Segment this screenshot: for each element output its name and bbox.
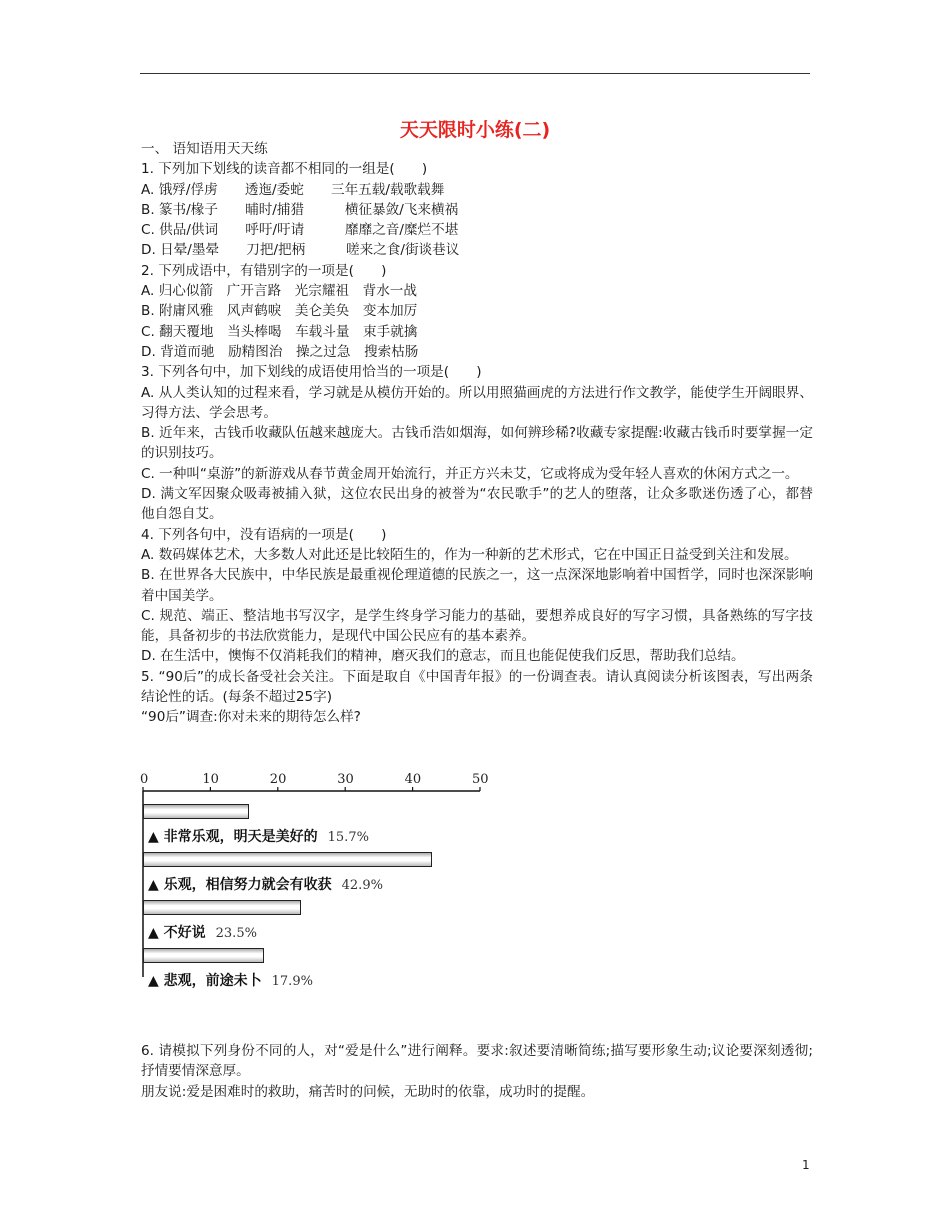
- category-text: ▲ 非常乐观，明天是美好的: [148, 829, 318, 845]
- question-3-option-c: C. 一种叫“桌游”的新游戏从春节黄金周开始流行，并正方兴未艾，它或将成为受年轻人喜欢的休闲方式之一。: [141, 465, 799, 482]
- question-4-option-b: B. 在世界各大民族中，中华民族是最重视伦理道德的民族之一，这一点深深地影响着中国哲学，同时也深深影响着中国美学。: [141, 567, 813, 604]
- bar: [143, 804, 249, 819]
- bar-category-label: [148, 826, 369, 846]
- x-tick-label: 20: [269, 772, 287, 787]
- question-2-option-c: C. 翻天覆地 当头棒喝 车载斗量 束手就擒: [141, 323, 418, 340]
- header-rule: [140, 73, 810, 74]
- question-1-option-a: A. 饿殍/俘虏 透迤/委蛇 三年五载/载歌载舞: [141, 181, 445, 198]
- question-3-option-d: D. 满文军因聚众吸毒被捕入狱，这位农民出身的被誉为“农民歌手”的艺人的堕落，让众多歌迷伤透了心，都替他自怨自艾。: [141, 486, 813, 523]
- category-text: ▲ 悲观，前途未卜: [148, 973, 262, 989]
- bar: [143, 900, 301, 915]
- question-4-option-c: C. 规范、端正、整洁地书写汉字，是学生终身学习能力的基础，要想养成良好的写字习惯，具备熟练的写字技能，具备初步的书法欣赏能力，是现代中国公民应有的基本素养。: [141, 607, 813, 645]
- x-tick-label: 30: [337, 772, 354, 787]
- question-3-stem: 3. 下列各句中，加下划线的成语使用恰当的一项是( ): [141, 364, 482, 381]
- question-4-option-d: D. 在生活中，懊悔不仅消耗我们的精神，磨灭我们的意志，而且也能促使我们反思，帮助我们总结。: [141, 648, 745, 665]
- bar-value-label: 42.9%: [341, 878, 383, 893]
- x-tick-label: 10: [202, 772, 219, 787]
- bar-value-label: 23.5%: [215, 926, 257, 941]
- question-1-option-b: B. 篆书/椽子 晡时/捕猎 横征暴敛/飞来横祸: [141, 201, 459, 218]
- chart-title: “90后”调查:你对未来的期待怎么样?: [141, 709, 361, 726]
- question-3-option-b: B. 近年来，古钱币收藏队伍越来越庞大。古钱币浩如烟海，如何辨珍稀?收藏专家提醒:收藏古钱币时要掌握一定的识别技巧。: [141, 425, 813, 462]
- category-text: ▲ 不好说: [148, 925, 206, 941]
- question-4-stem: 4. 下列各句中，没有语病的一项是( ): [141, 526, 387, 543]
- x-tick-label: 0: [140, 772, 149, 787]
- x-tick-label: 40: [404, 772, 422, 787]
- question-5-stem: 5. “90后”的成长备受社会关注。下面是取自《中国青年报》的一份调查表。请认真阅读分析该图表，写出两条结论性的话。(每条不超过25字): [141, 668, 813, 706]
- x-tick-label: 50: [472, 772, 489, 787]
- page-number: 1: [802, 1158, 810, 1172]
- exercise-body: [141, 139, 813, 728]
- question-2-option-a: A. 归心似箭 广开言路 光宗耀祖 背水一战: [141, 283, 417, 300]
- bar-category-label: [148, 874, 383, 894]
- bar-category-label: [148, 922, 257, 942]
- question-1-option-d: D. 日晕/墨晕 刀把/把柄 嗟来之食/街谈巷议: [141, 242, 460, 259]
- category-text: ▲ 乐观，相信努力就会有收获: [148, 877, 332, 893]
- bar: [143, 852, 432, 867]
- bar: [143, 948, 264, 963]
- section-heading: 一、 语知语用天天练: [141, 141, 268, 157]
- question-3-option-a: A. 从人类认知的过程来看，学习就是从模仿开始的。所以用照猫画虎的方法进行作文教学，能使学生开阔眼界、习得方法、学会思考。: [141, 384, 813, 421]
- question-1-option-c: C. 供品/供词 呼吁/吁请 靡靡之音/糜烂不堪: [141, 222, 459, 239]
- question-2-stem: 2. 下列成语中，有错别字的一项是( ): [141, 262, 387, 279]
- page-title: 天天限时小练(二): [399, 119, 551, 141]
- question-4-option-a: A. 数码媒体艺术，大多数人对此还是比较陌生的，作为一种新的艺术形式，它在中国正日益受到关注和发展。: [141, 546, 798, 563]
- bar-value-label: 15.7%: [327, 830, 369, 845]
- question-2-option-b: B. 附庸风雅 风声鹤唳 美仑美奂 变本加厉: [141, 303, 418, 320]
- question-6: [141, 1041, 813, 1102]
- question-6-example: 朋友说:爱是困难时的救助，痛苦时的问候，无助时的依靠，成功时的提醒。: [141, 1083, 595, 1100]
- bar-category-label: [148, 970, 313, 990]
- question-1-stem: 1. 下列加下划线的读音都不相同的一组是( ): [141, 161, 428, 178]
- question-6-stem: 6. 请模拟下列身份不同的人，对“爱是什么”进行阐释。要求:叙述要清晰简练;描写要形象生动;议论要深刻透彻;抒情要情深意厚。: [141, 1043, 813, 1080]
- bar-value-label: 17.9%: [271, 974, 313, 989]
- question-2-option-d: D. 背道而驰 励精图治 操之过急 搜索枯肠: [141, 343, 419, 360]
- survey-bar-chart: [140, 772, 500, 997]
